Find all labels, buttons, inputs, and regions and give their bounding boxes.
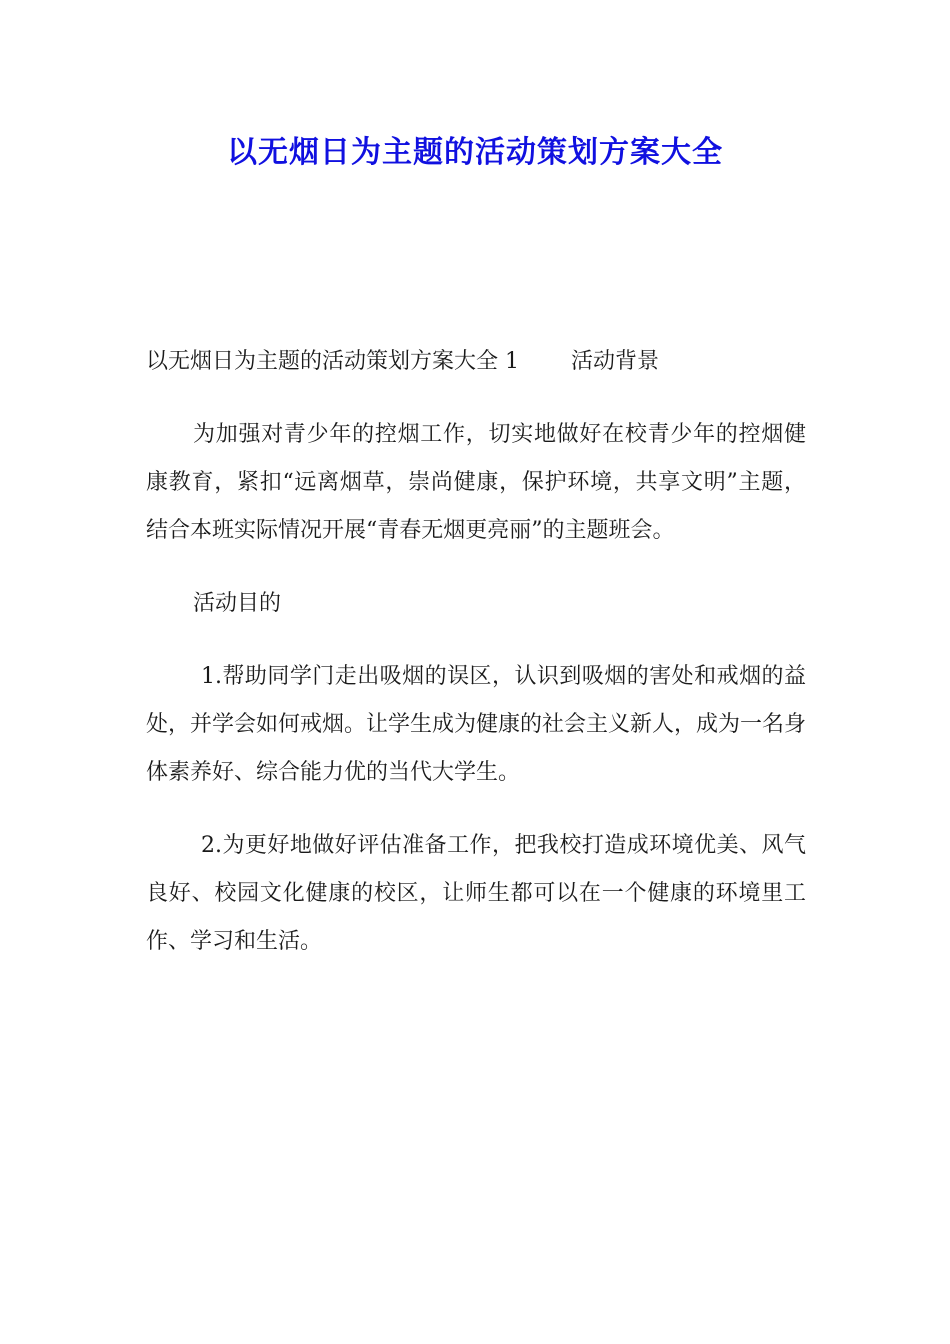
purpose-item-2: 2.为更好地做好评估准备工作，把我校打造成环境优美、风气良好、校园文化健康的校区，让师生都可以在一个健康的环境里工作、学习和生活。 [146, 833, 806, 954]
section-heading-line [146, 338, 806, 386]
document-body [146, 338, 806, 991]
background-paragraph: 为加强对青少年的控烟工作，切实地做好在校青少年的控烟健康教育，紧扣“远离烟草，崇尚健康，保护环境，共享文明”主题，结合本班实际情况开展“青春无烟更亮丽”的主题班会。 [146, 422, 806, 543]
purpose-item-1: 1.帮助同学门走出吸烟的误区，认识到吸烟的害处和戒烟的益处，并学会如何戒烟。让学生成为健康的社会主义新人，成为一名身体素养好、综合能力优的当代大学生。 [146, 664, 807, 785]
purpose-heading: 活动目的 [193, 591, 282, 616]
background-heading: 活动背景 [571, 349, 660, 374]
section-heading: 以无烟日为主题的活动策划方案大全 1 [146, 349, 519, 374]
document-title: 以无烟日为主题的活动策划方案大全 [227, 135, 723, 170]
